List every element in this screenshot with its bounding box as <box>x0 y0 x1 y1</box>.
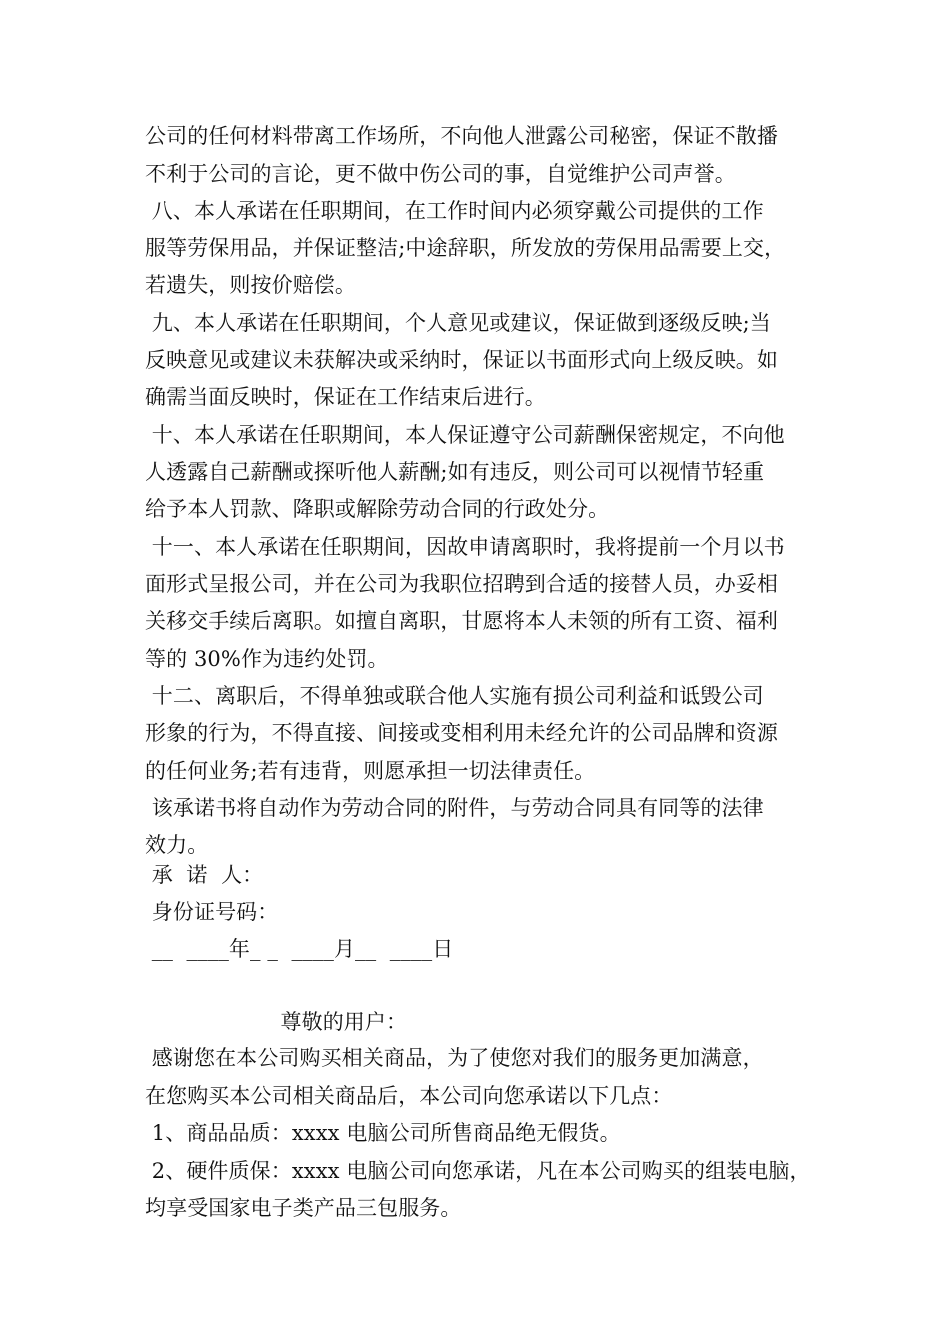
text-line: 2、硬件质保：xxxx 电脑公司向您承诺，凡在本公司购买的组装电脑， <box>145 1159 811 1183</box>
text-line: 十二、离职后，不得单独或联合他人实施有损公司利益和诋毁公司 <box>145 684 764 708</box>
signer-label: 承 诺 人： <box>145 863 264 887</box>
text-line: 感谢您在本公司购买相关商品，为了使您对我们的服务更加满意， <box>145 1046 764 1070</box>
text-line: 该承诺书将自动作为劳动合同的附件，与劳动合同具有同等的法律 <box>145 796 764 820</box>
text-line: 关移交手续后离职。如擅自离职，甘愿将本人未领的所有工资、福利 <box>145 609 778 633</box>
text-line: 均享受国家电子类产品三包服务。 <box>145 1196 462 1220</box>
text-line: 不利于公司的言论，更不做中伤公司的事，自觉维护公司声誉。 <box>145 162 736 186</box>
text-line: 效力。 <box>145 833 209 857</box>
text-line: 给予本人罚款、降职或解除劳动合同的行政处分。 <box>145 497 610 521</box>
text-line: 服等劳保用品，并保证整洁;中途辞职，所发放的劳保用品需要上交， <box>145 236 786 260</box>
text-line: 形象的行为，不得直接、间接或变相利用未经允许的公司品牌和资源 <box>145 721 778 745</box>
text-line: 若遗失，则按价赔偿。 <box>145 273 356 297</box>
text-line: 在您购买本公司相关商品后，本公司向您承诺以下几点： <box>145 1084 673 1108</box>
text-line: 等的 30%作为违约处罚。 <box>145 647 389 671</box>
greeting-heading: 尊敬的用户： <box>145 1010 408 1034</box>
text-line: 面形式呈报公司，并在公司为我职位招聘到合适的接替人员，办妥相 <box>145 572 778 596</box>
text-line: 的任何业务;若有违背，则愿承担一切法律责任。 <box>145 759 596 783</box>
text-line: 反映意见或建议未获解决或采纳时，保证以书面形式向上级反映。如 <box>145 348 778 372</box>
text-line: 人透露自己薪酬或探听他人薪酬;如有违反，则公司可以视情节轻重 <box>145 460 765 484</box>
text-line: 八、本人承诺在任职期间，在工作时间内必须穿戴公司提供的工作 <box>145 199 764 223</box>
text-line: 十一、本人承诺在任职期间，因故申请离职时，我将提前一个月以书 <box>145 535 785 559</box>
text-line: 九、本人承诺在任职期间，个人意见或建议，保证做到逐级反映;当 <box>145 311 771 335</box>
text-line: 十、本人承诺在任职期间，本人保证遵守公司薪酬保密规定，不向他 <box>145 423 785 447</box>
text-line: 公司的任何材料带离工作场所，不向他人泄露公司秘密，保证不散播 <box>145 124 778 148</box>
id-number-label: 身份证号码： <box>145 900 279 924</box>
text-line: 确需当面反映时，保证在工作结束后进行。 <box>145 385 546 409</box>
date-blank-line: __ ____年_ _ ____月__ ____日 <box>145 937 454 961</box>
text-line: 1、商品品质：xxxx 电脑公司所售商品绝无假货。 <box>145 1121 621 1145</box>
